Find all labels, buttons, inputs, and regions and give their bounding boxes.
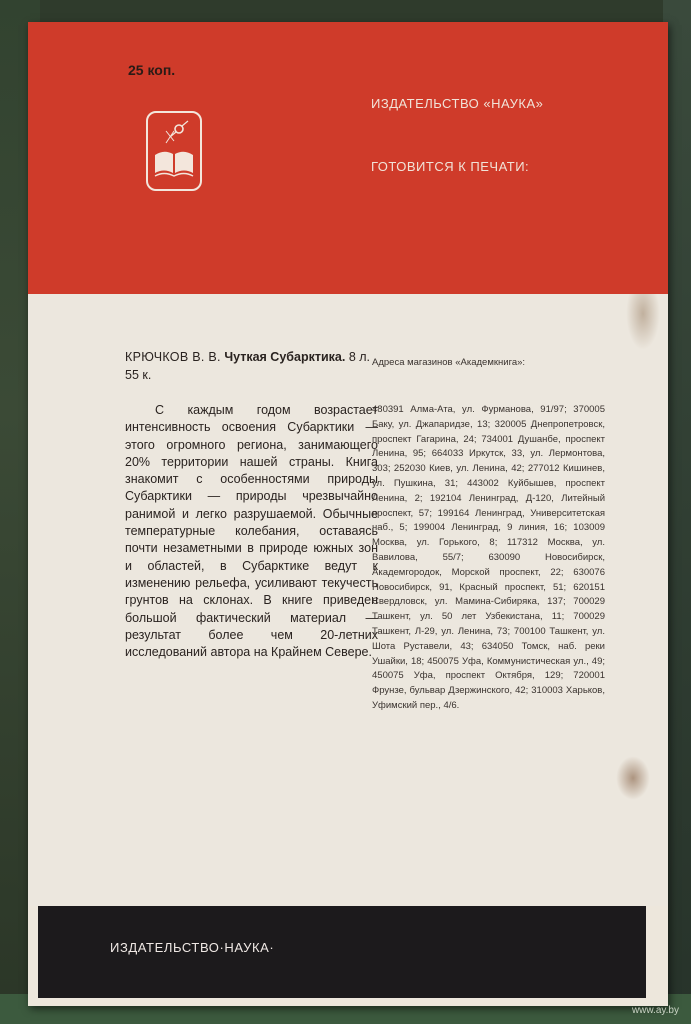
paper-stain [626,294,660,350]
publisher-footer: ИЗДАТЕЛЬСТВО·НАУКА· [110,940,275,955]
book-title: Чуткая Субарктика. [224,350,346,364]
forthcoming-heading: ГОТОВИТСЯ К ПЕЧАТИ: [371,159,530,174]
book-heading [125,348,378,384]
book-annotation: С каждым годом возрастает интенсивность освоения Субарктики — этого огромного региона, занимающего 20% территории нашей страны. Книга знакомит с особенностями природы Субарктики — природы чрезвычайно ранимой и легко разрушаемой. Обычные температурные колебания, оставаясь почти незаметными в природе южных зон и областей, в Субарктике ведут к изменению рельефа, усиливают текучесть грунтов на склонах. В книге приведен большой фактический материал — результат более чем 20-летних исследований автора на Крайнем Севере. [125,403,378,660]
book-author: КРЮЧКОВ В. В. [125,350,221,364]
book-back-cover [28,22,668,1006]
price-label: 25 коп. [128,62,176,78]
book-volume-price: 8 л. 55 к. [125,350,371,382]
black-band [38,906,646,998]
nauka-book-sputnik-logo-icon [146,111,202,191]
stores-addresses: 480391 Алма-Ата, ул. Фурманова, 91/97; 370005 Баку, ул. Джапаридзе, 13; 320005 Днепропетровск, проспект Гагарина, 24; 734001 Душанбе, проспект Ленина, 95; 664033 Иркутск, 33, ул. Лермонтова, 303; 252030 Киев, ул. Ленина, 42; 277012 Кишинев, ул. Пушкина, 31; 443002 Куйбышев, проспект Ленина, 2; 192104 Ленинград, Д-120, Литейный проспект, 57; 199164 Ленинград, Университетская наб., 5; 199004 Ленинград, 9 линия, 16; 103009 Москва, ул. Горького, 8; 117312 Москва, ул. Вавилова, 55/7; 630090 Новосибирск, Академгородок, Морской проспект, 22; 630076 Новосибирск, 91, Красный проспект, 51; 620151 Свердловск, ул. Мамина-Сибиряка, 137; 700029 Ташкент, ул. 50 лет Узбекистана, 11; 700029 Ташкент, Л-29, ул. Ленина, 73; 700100 Ташкент, ул. Шота Руставели, 43; 634050 Томск, наб. реки Ушайки, 18; 450075 Уфа, Коммунистическая ул., 49; 450075 Уфа, проспект Октября, 129; 720001 Фрунзе, бульвар Дзержинского, 42; 310003 Харьков, Уфимский пер., 4/6. [372,404,605,711]
watermark: www.ay.by [631,1005,679,1016]
paper-stain [616,756,650,800]
stores-heading: Адреса магазинов «Академкнига»: [372,357,526,368]
red-band [28,22,668,294]
publisher-heading: ИЗДАТЕЛЬСТВО «НАУКА» [371,96,544,111]
